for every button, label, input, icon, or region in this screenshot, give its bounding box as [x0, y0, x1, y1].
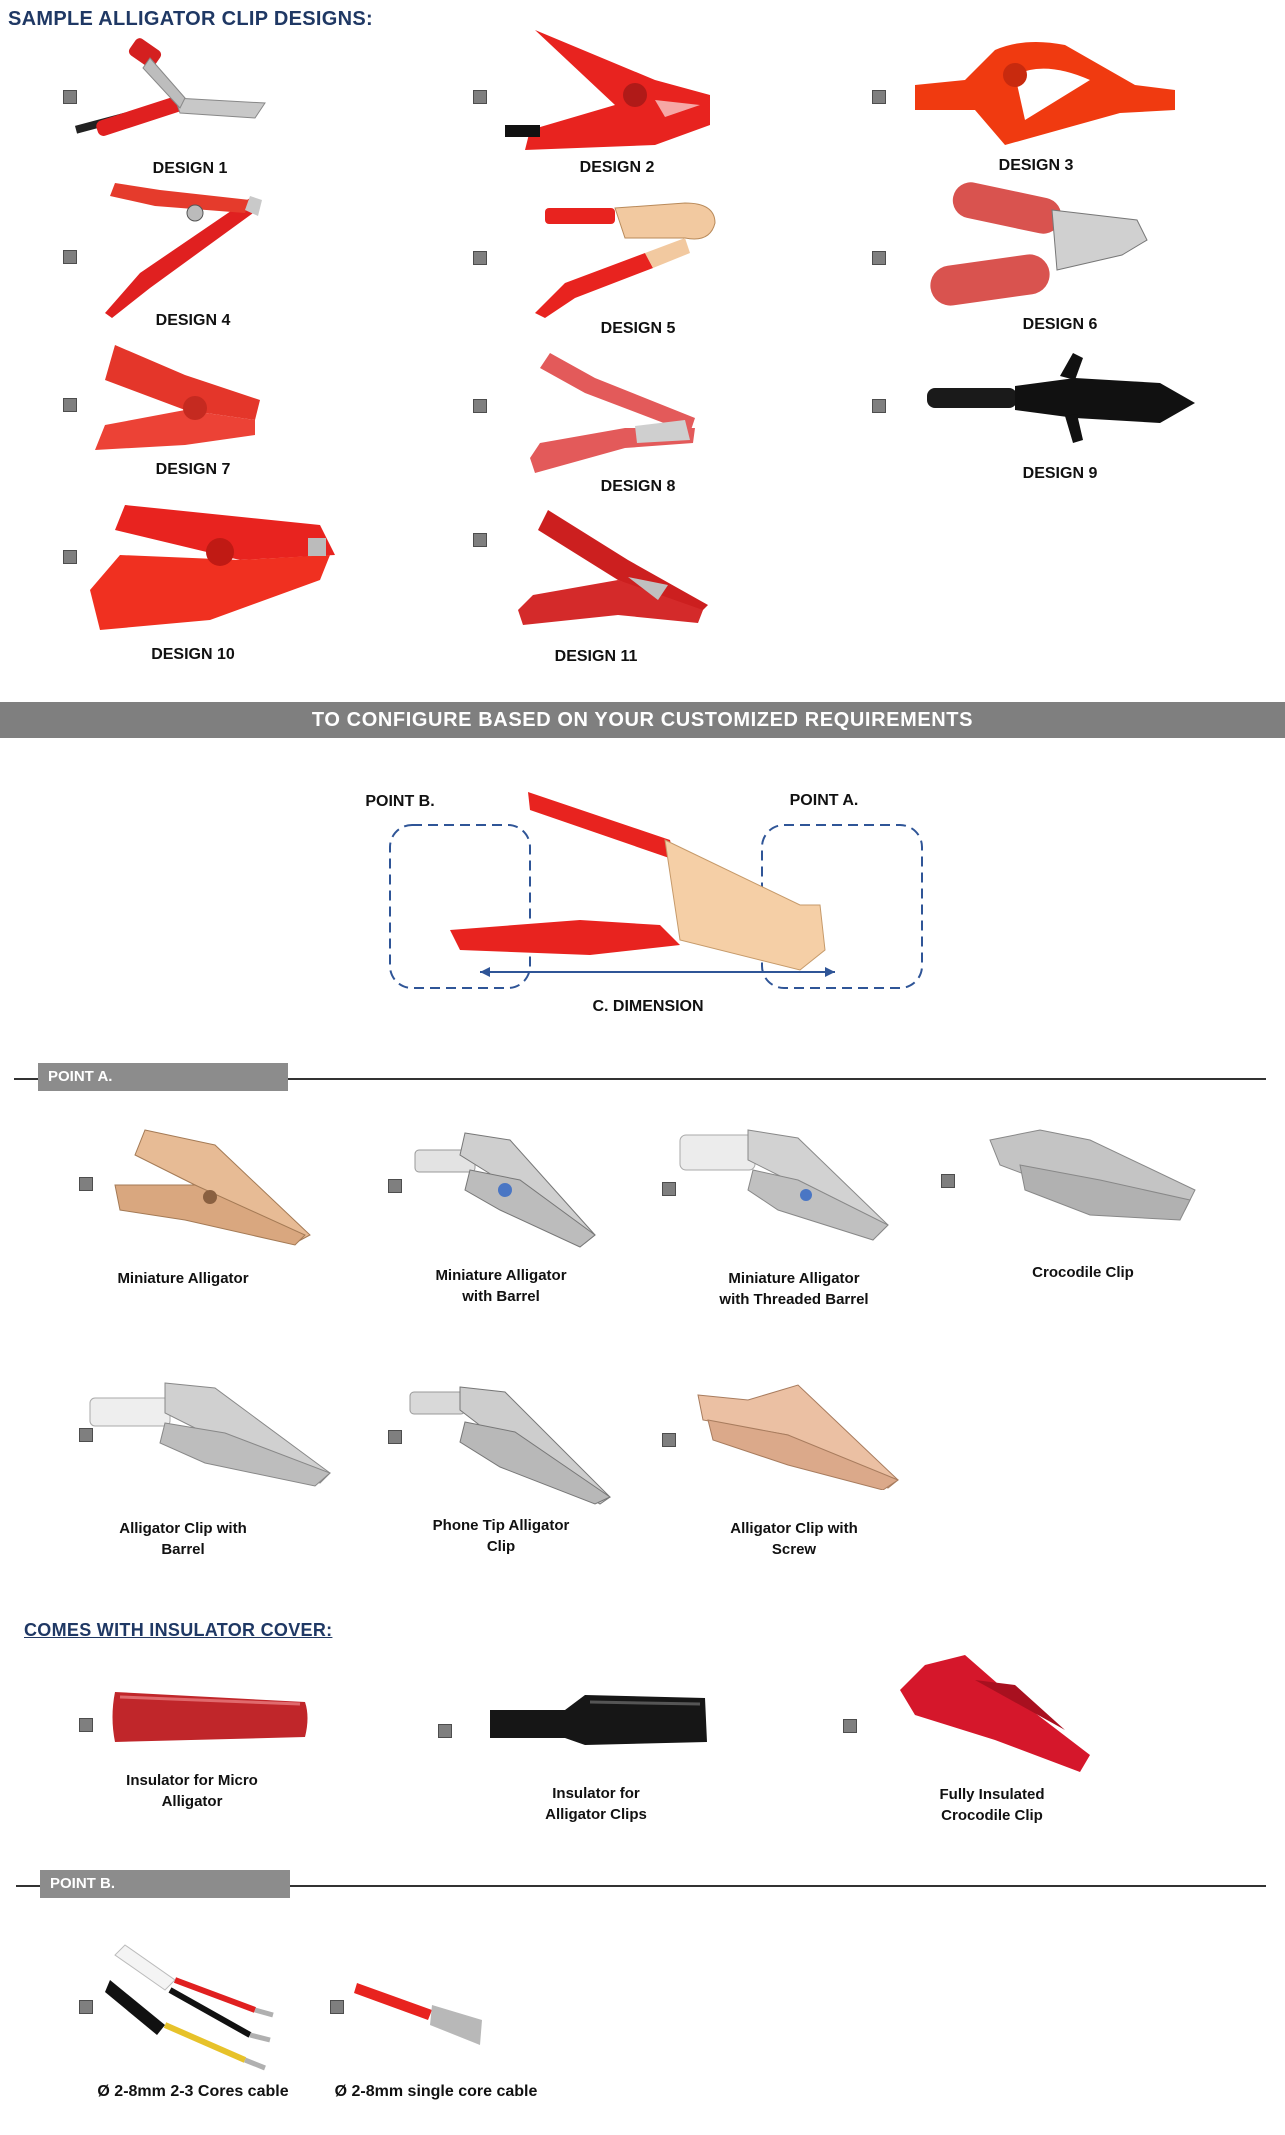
design-3-image [905, 35, 1180, 155]
insulator-item-3-checkbox[interactable] [843, 1719, 857, 1733]
point-b-item-2-checkbox[interactable] [330, 2000, 344, 2014]
design-3-label: DESIGN 3 [998, 157, 1074, 174]
miniature-alligator-label: Miniature Alligator [117, 1270, 249, 1287]
point-a-item-6-checkbox[interactable] [388, 1430, 402, 1444]
crocodile-clip-image [980, 1120, 1205, 1230]
design-6-image [922, 180, 1152, 310]
insulator-item-1-checkbox[interactable] [79, 1718, 93, 1732]
design-7-label: DESIGN 7 [155, 461, 231, 478]
alligator-clip-with-barrel-label: Alligator Clip with Barrel [119, 1520, 247, 1558]
point-a-item-2-checkbox[interactable] [388, 1179, 402, 1193]
design-10-image [90, 500, 340, 640]
single-core-cable-image [352, 1975, 492, 2050]
alligator-clip-with-screw-label: Alligator Clip with Screw [730, 1520, 858, 1558]
design-9-image [925, 348, 1200, 448]
point-b-item-1-checkbox[interactable] [79, 2000, 93, 2014]
design-6-checkbox[interactable] [872, 251, 886, 265]
micro-insulator-image [110, 1682, 310, 1752]
design-8-image [525, 348, 710, 473]
design-11-label: DESIGN 11 [554, 648, 638, 665]
design-2-image [505, 25, 720, 150]
design-9-checkbox[interactable] [872, 399, 886, 413]
design-10-label: DESIGN 10 [151, 646, 235, 663]
crocodile-clip-label: Crocodile Clip [1032, 1264, 1134, 1281]
multi-core-cable-image [105, 1940, 275, 2080]
design-2-label: DESIGN 2 [579, 159, 655, 176]
design-3-checkbox[interactable] [872, 90, 886, 104]
miniature-alligator-threaded-barrel-image [678, 1120, 893, 1250]
micro-insulator-label: Insulator for Micro Alligator [126, 1772, 258, 1810]
multi-core-cable-label: Ø 2-8mm 2-3 Cores cable [97, 2083, 289, 2100]
design-8-checkbox[interactable] [473, 399, 487, 413]
insulator-item-2-checkbox[interactable] [438, 1724, 452, 1738]
design-9-label: DESIGN 9 [1022, 465, 1098, 482]
point-a-callout: POINT A. [789, 792, 859, 809]
point-a-item-1-checkbox[interactable] [79, 1177, 93, 1191]
point-b-tab: POINT B. [40, 1870, 290, 1898]
design-11-image [518, 505, 713, 630]
single-core-cable-label: Ø 2-8mm single core cable [334, 2083, 538, 2100]
design-1-label: DESIGN 1 [152, 160, 228, 177]
design-5-label: DESIGN 5 [600, 320, 676, 337]
point-b-callout: POINT B. [365, 793, 435, 810]
alligator-clip-with-barrel-image [85, 1378, 335, 1488]
point-a-item-7-checkbox[interactable] [662, 1433, 676, 1447]
fully-insulated-crocodile-label: Fully Insulated Crocodile Clip [939, 1786, 1045, 1824]
phone-tip-alligator-clip-image [405, 1382, 615, 1507]
miniature-alligator-with-barrel-label: Miniature Alligator with Barrel [435, 1267, 567, 1305]
fully-insulated-crocodile-image [895, 1650, 1095, 1775]
configuration-diagram [380, 780, 940, 1000]
alligator-clip-with-screw-image [688, 1380, 903, 1490]
insulator-heading: COMES WITH INSULATOR COVER: [24, 1620, 333, 1640]
design-5-image [535, 198, 720, 318]
miniature-alligator-threaded-barrel-label: Miniature Alligator with Threaded Barrel [719, 1270, 869, 1308]
design-1-image [65, 38, 270, 163]
design-4-image [100, 178, 265, 318]
design-10-checkbox[interactable] [63, 550, 77, 564]
design-11-checkbox[interactable] [473, 533, 487, 547]
design-8-label: DESIGN 8 [600, 478, 676, 495]
configure-banner: TO CONFIGURE BASED ON YOUR CUSTOMIZED REQUIREMENTS [0, 702, 1285, 738]
point-a-tab: POINT A. [38, 1063, 288, 1091]
alligator-insulator-label: Insulator for Alligator Clips [545, 1785, 647, 1823]
design-2-checkbox[interactable] [473, 90, 487, 104]
design-4-label: DESIGN 4 [155, 312, 231, 329]
design-7-checkbox[interactable] [63, 398, 77, 412]
design-5-checkbox[interactable] [473, 251, 487, 265]
alligator-insulator-image [485, 1690, 710, 1750]
phone-tip-alligator-clip-label: Phone Tip Alligator Clip [432, 1517, 570, 1555]
point-a-item-3-checkbox[interactable] [662, 1182, 676, 1196]
miniature-alligator-image [105, 1125, 315, 1250]
miniature-alligator-with-barrel-image [410, 1125, 600, 1255]
page-title: SAMPLE ALLIGATOR CLIP DESIGNS: [8, 8, 373, 30]
design-6-label: DESIGN 6 [1022, 316, 1098, 333]
point-a-item-4-checkbox[interactable] [941, 1174, 955, 1188]
design-4-checkbox[interactable] [63, 250, 77, 264]
c-dimension-label: C. DIMENSION [592, 998, 704, 1015]
design-7-image [95, 340, 265, 455]
